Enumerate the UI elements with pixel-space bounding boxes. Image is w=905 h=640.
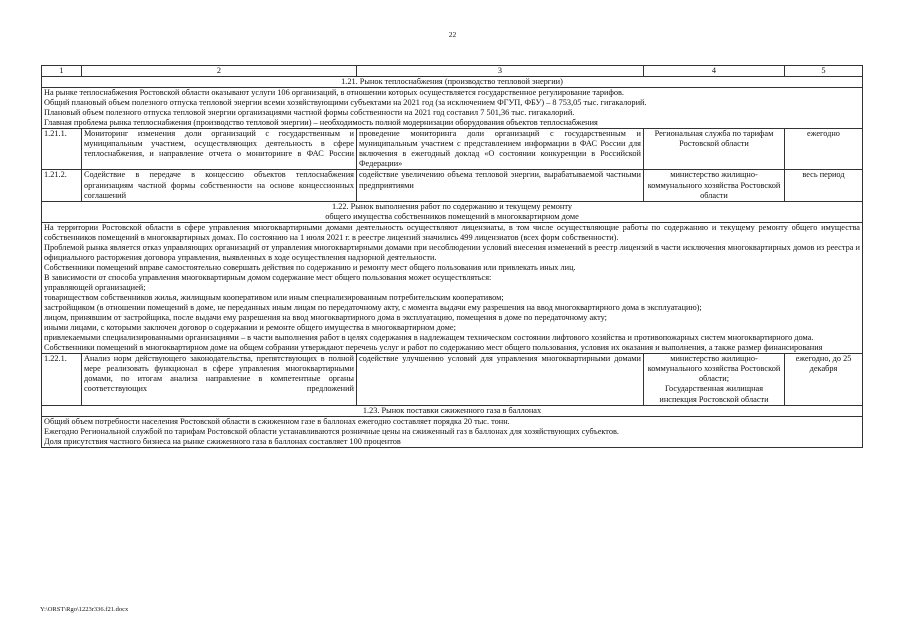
column-number: 3 bbox=[357, 66, 644, 77]
executor-cell bbox=[644, 354, 785, 405]
paragraph: застройщиком (в отношении помещений в доме, не переданных иным лицам по передаточному акту, с момента выдачи ему разрешения на ввод многоквартирного дома в эксплуатацию); bbox=[44, 303, 702, 313]
section-title-row bbox=[42, 201, 863, 222]
paragraph: Доля присутствия частного бизнеса на рынке сжиженного газа в баллонах составляет 100 процентов bbox=[44, 436, 401, 446]
column-number: 1 bbox=[42, 66, 82, 77]
footer-file-path: Y:\ORST\Rgo\1223r336.f21.docx bbox=[40, 606, 129, 613]
section-title-row bbox=[42, 405, 863, 416]
action-cell: Анализ норм действующего законодательства, препятствующих в полной мере реализовать функционал в сфере управления многоквартирными домами, по итогам анализа направление в компетентные органы соответствующих предложений bbox=[82, 354, 357, 405]
column-number-row bbox=[42, 66, 863, 77]
section-description-row bbox=[42, 222, 863, 354]
paragraph: привлекаемыми специализированными организациями – в части выполнения работ в целях содержания в надлежащем техническом состоянии лифтового хозяйства и противопожарных систем многоквартирного дома. bbox=[44, 333, 814, 343]
paragraph: Общий плановый объем полезного отпуска тепловой энергии всеми хозяйствующими субъектами на 2021 год (за исключением ФГУП, ФБУ) – 8 753,05 тыс. гигакалорий. bbox=[44, 98, 647, 108]
executor-line: министерство жилищно-коммунального хозяйства Ростовской области; bbox=[647, 354, 781, 384]
item-number: 1.21.1. bbox=[42, 129, 82, 170]
term-cell: весь период bbox=[785, 170, 863, 201]
column-number: 2 bbox=[82, 66, 357, 77]
section-title: 1.21. Рынок теплоснабжения (производство тепловой энергии) bbox=[42, 77, 863, 88]
paragraph: Собственники помещений в многоквартирном доме на общем собрании утверждают перечень услуг и работ по содержанию мест общего пользования, условия их оказания и выполнения, а также размер финансирования bbox=[44, 343, 823, 353]
action-cell: Мониторинг изменения доли организаций с государственным и муниципальным участием, осуществляющих деятельность в сфере теплоснабжения, и направление отчета о мониторинге в ФАС России bbox=[82, 129, 357, 170]
column-number: 5 bbox=[785, 66, 863, 77]
section-description-row bbox=[42, 416, 863, 447]
page-number: 22 bbox=[448, 30, 457, 39]
result-cell: проведение мониторинга доли организаций с государственным и муниципальным участием с представлением информации в ФАС России для включения в ежегодный доклад «О состоянии конкуренции в Российской Федерации» bbox=[357, 129, 644, 170]
executor-line: Государственная жилищная инспекция Ростовской области bbox=[659, 384, 769, 404]
section-title bbox=[42, 201, 863, 222]
table-row bbox=[42, 129, 863, 170]
paragraph: Ежегодно Региональной службой по тарифам Ростовской области устанавливаются розничные цены на сжиженный газ в баллонах для хозяйствующих субъектов. bbox=[44, 426, 619, 436]
paragraph: Плановый объем полезного отпуска тепловой энергии организациями частной формы собственности на 2021 год составил 7 501,36 тыс. гигакалорий. bbox=[44, 108, 575, 118]
section-title-line: общего имущества собственников помещений в многоквартирном доме bbox=[325, 211, 579, 221]
result-cell: содействие увеличению объема тепловой энергии, вырабатываемой частными предприятиями bbox=[357, 170, 644, 201]
term-cell: ежегодно bbox=[785, 129, 863, 170]
executor-cell: министерство жилищно-коммунального хозяйства Ростовской области bbox=[644, 170, 785, 201]
paragraph: Общий объем потребности населения Ростовской области в сжиженном газе в баллонах ежегодно составляет порядка 20 тыс. тонн. bbox=[44, 416, 510, 426]
action-cell: Содействие в передаче в концессию объектов теплоснабжения организациям частной формы собственности на основе концессионных соглашений bbox=[82, 170, 357, 201]
term-cell: ежегодно, до 25 декабря bbox=[785, 354, 863, 405]
section-description bbox=[42, 222, 863, 354]
paragraph: Проблемой рынка является отказ управляющих организаций от управления многоквартирными домами при несоблюдении условий внесения изменений в реестр лицензий в части исключения многоквартирных домов из реестра и официального расторжения договора управления, выявленных в ходе осуществления надзорной деятельности. bbox=[44, 242, 860, 262]
paragraph: иными лицами, с которыми заключен договор о содержании и ремонте общего имущества в многоквартирном доме; bbox=[44, 323, 456, 333]
item-number: 1.21.2. bbox=[42, 170, 82, 201]
section-description bbox=[42, 416, 863, 447]
section-title: 1.23. Рынок поставки сжиженного газа в баллонах bbox=[42, 405, 863, 416]
paragraph: В зависимости от способа управления многоквартирным домом содержание мест общего пользования может осуществляться: bbox=[44, 272, 492, 282]
column-number: 4 bbox=[644, 66, 785, 77]
result-cell: содействие улучшению условий для управления многоквартирными домами bbox=[357, 354, 644, 405]
section-title-line: 1.22. Рынок выполнения работ по содержанию и текущему ремонту bbox=[332, 201, 572, 211]
executor-cell: Региональная служба по тарифам Ростовской области bbox=[644, 129, 785, 170]
paragraph: Собственники помещений вправе самостоятельно совершать действия по содержанию и ремонту мест общего пользования или привлекать иных лиц. bbox=[44, 262, 576, 272]
table-row bbox=[42, 170, 863, 201]
section-description-row bbox=[42, 88, 863, 129]
section-title-row bbox=[42, 77, 863, 88]
section-description bbox=[42, 88, 863, 129]
paragraph: Главная проблема рынка теплоснабжения (производство тепловой энергии) – необходимость полной модернизации оборудования объектов теплоснабжения bbox=[44, 118, 598, 128]
measures-table bbox=[41, 65, 863, 448]
item-number: 1.22.1. bbox=[42, 354, 82, 405]
paragraph: На рынке теплоснабжения Ростовской области оказывают услуги 106 организаций, в отношении которых осуществляется государственное регулирование тарифов. bbox=[44, 88, 624, 98]
table-row bbox=[42, 354, 863, 405]
paragraph: товариществом собственников жилья, жилищным кооперативом или иным специализированным потребительским кооперативом; bbox=[44, 293, 504, 303]
paragraph: лицом, принявшим от застройщика, после выдачи ему разрешения на ввод многоквартирного дома в эксплуатацию, помещения в доме по передаточному акту; bbox=[44, 313, 607, 323]
paragraph: управляющей организацией; bbox=[44, 282, 146, 292]
paragraph: На территории Ростовской области в сфере управления многоквартирными домами деятельность осуществляют лицензиаты, в том числе осуществляющие работы по содержанию и текущему ремонту общего имущества собственников помещений в многоквартирных домах. По состоянию на 1 июля 2021 г. в реестре лицензий значились 499 лицензиатов (всех форм собственности). bbox=[44, 222, 860, 242]
